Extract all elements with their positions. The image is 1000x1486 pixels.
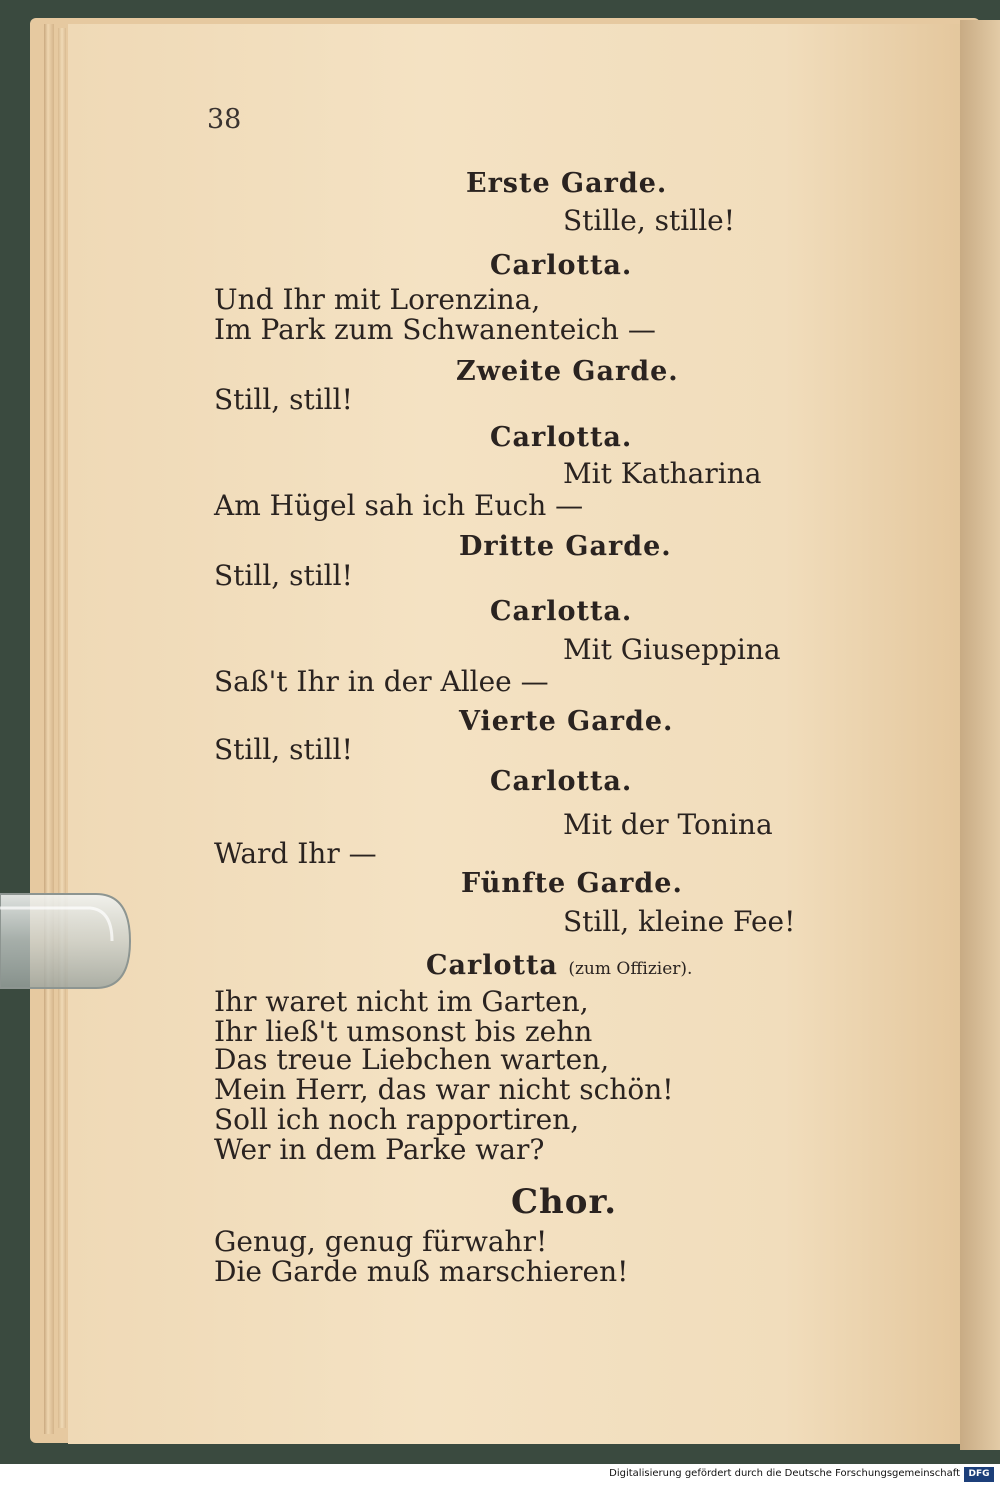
block-text: Carlotta. <box>490 596 633 627</box>
verse-line <box>214 490 583 522</box>
verse-line <box>563 634 781 666</box>
speaker-heading <box>459 531 672 563</box>
block-text: Saß't Ihr in der Allee — <box>214 665 549 698</box>
block-text: Still, still! <box>214 559 353 592</box>
speaker-heading <box>466 168 667 200</box>
block-text: Ward Ihr — <box>214 837 377 870</box>
speaker-heading <box>459 706 673 738</box>
block-text: Dritte Garde. <box>459 531 672 562</box>
verse-line <box>214 1044 609 1076</box>
block-text: Im Park zum Schwanenteich — <box>214 313 656 346</box>
speaker-heading <box>490 596 632 628</box>
verse-line <box>214 986 589 1018</box>
block-text: Mein Herr, das war nicht schön! <box>214 1073 674 1106</box>
block-text: Carlotta. <box>490 766 633 797</box>
dfg-logo: DFG <box>964 1467 994 1482</box>
verse-line <box>214 1134 544 1166</box>
verse-line <box>214 1074 674 1106</box>
speaker-heading <box>461 868 683 900</box>
verse-line <box>563 205 735 237</box>
block-text: Chor. <box>511 1182 618 1222</box>
block-text: Mit Giuseppina <box>563 633 781 666</box>
block-text: Vierte Garde. <box>459 706 674 737</box>
speaker-heading <box>511 1182 618 1222</box>
block-text: Genug, genug fürwahr! <box>214 1225 548 1258</box>
verse-line <box>214 666 549 698</box>
block-text: Erste Garde. <box>466 168 668 199</box>
speaker-heading <box>456 356 679 388</box>
verse-line <box>214 734 353 766</box>
page-number: 38 <box>207 104 242 135</box>
block-text: Still, kleine Fee! <box>563 905 796 938</box>
block-text: Ihr ließ't umsonst bis zehn <box>214 1015 593 1048</box>
speaker-heading <box>490 766 632 798</box>
block-text: Mit der Tonina <box>563 808 773 841</box>
block-text: Carlotta <box>426 950 558 981</box>
verse-line <box>214 284 540 316</box>
verse-line <box>563 458 761 490</box>
page-edge <box>58 28 66 1428</box>
block-text: Die Garde muß marschieren! <box>214 1255 629 1288</box>
verse-line <box>214 1226 547 1258</box>
verse-line <box>563 906 795 938</box>
speaker-heading <box>426 950 692 985</box>
block-text: Am Hügel sah ich Euch — <box>214 489 584 522</box>
verse-line <box>214 1256 628 1288</box>
speaker-heading <box>490 422 632 454</box>
block-text: Mit Katharina <box>563 457 762 490</box>
speaker-heading <box>490 250 632 282</box>
page-clip <box>0 888 132 994</box>
block-text: Zweite Garde. <box>456 356 679 387</box>
block-text: Still, still! <box>214 383 353 416</box>
verse-line <box>214 560 353 592</box>
verse-line <box>214 1104 579 1136</box>
page-edge <box>44 24 54 1434</box>
block-text: Wer in dem Parke war? <box>214 1133 545 1166</box>
block-text: Und Ihr mit Lorenzina, <box>214 283 541 316</box>
stage-direction: (zum Offizier). <box>568 959 693 979</box>
block-text: Still, still! <box>214 733 353 766</box>
block-text: Fünfte Garde. <box>461 868 683 899</box>
verse-line <box>214 838 377 870</box>
block-text: Ihr waret nicht im Garten, <box>214 985 589 1018</box>
verse-line <box>563 809 773 841</box>
block-text: Soll ich noch rapportiren, <box>214 1103 580 1136</box>
block-text: Carlotta. <box>490 422 633 453</box>
funding-credit: Digitalisierung gefördert durch die Deutsche Forschungsgemeinschaft <box>609 1468 960 1479</box>
footer-bar <box>0 1464 1000 1486</box>
block-text: Stille, stille! <box>563 204 735 237</box>
block-text: Das treue Liebchen warten, <box>214 1043 610 1076</box>
block-text: Carlotta. <box>490 250 633 281</box>
verse-line <box>214 384 353 416</box>
next-page-edge <box>960 20 1000 1450</box>
verse-line <box>214 314 656 346</box>
